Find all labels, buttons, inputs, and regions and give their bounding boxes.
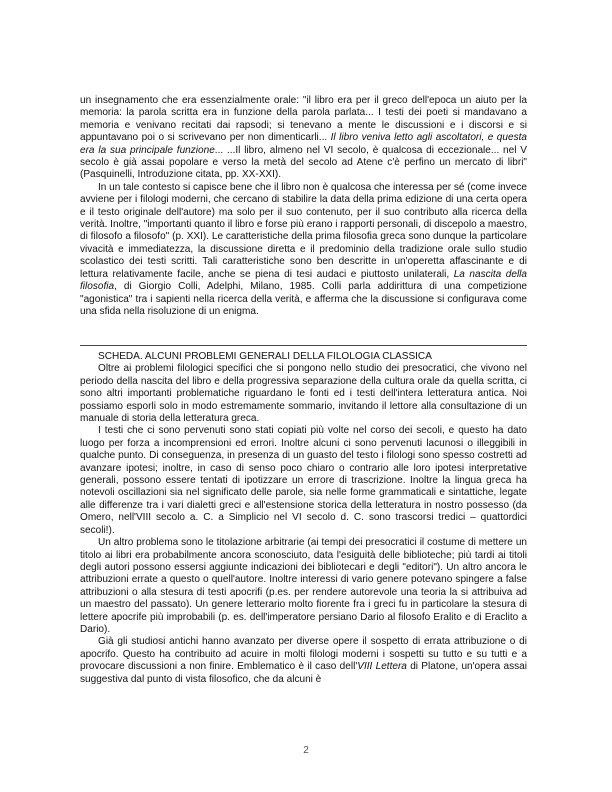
italic-text: Il libro veniva letto agli ascoltatori, e questa era la sua principale funzione bbox=[80, 132, 527, 156]
text-run: Un altro problema sono le titolazione arbitrarie (ai tempi dei presocratici il costume di mettere un titolo ai libri era probabilmente ancora sconosciuto, data l'esiguità delle biblioteche; più tardi ai titoli degli autori possono essersi aggiunte indicazioni dei bibliotecari e degli "editori"). Un altro ancora le attribuzioni errate a questo o quell'autore. Inoltre interessi di vario genere potevano spingere a false attribuzioni o alla stesura di testi apocrifi (p.es. per rendere autorevole una teoria la si attribuiva ad un maestro del passato). Un genere letterario molto fiorente fra i greci fu in particolare la stesura di lettere apocrife più improbabili (p. es. dell'imperatore persiano Dario al filosofo Eralito e di Eraclito a Dario). bbox=[80, 537, 527, 635]
text-run: Già gli studiosi antichi hanno avanzato per diverse opere il sospetto di errata attribuzione o di apocrifo. Questo ha contribuito ad acuire in molti filologi moderni i sospetti su tutto e su tutti e a provocare discussioni a non finire. Emblematico è il caso dell' bbox=[80, 636, 527, 673]
text-run: un insegnamento che era essenzialmente orale: "il libro era per il greco dell'epoca un aiuto per la memoria: la parola scritta era in funzione della parola parlata... I testi dei poeti si mandavano a memoria e venivano recitati dai rapsodi; si tenevano a mente le discussioni e i discorsi e si appuntavano poi o si scrivevano per non dimenticarli... bbox=[80, 95, 527, 144]
paragraph bbox=[80, 95, 527, 182]
paragraph bbox=[80, 363, 527, 425]
paragraph bbox=[80, 537, 527, 636]
paragraph bbox=[80, 182, 527, 318]
text-run: , di Giorgio Colli, Adelphi, Milano, 1985. Colli parla addirittura di una competizione "agonistica" tra i sapienti nella ricerca della verità, e afferma che la discussione si configurava come una sfida nella risoluzione di un enigma. bbox=[80, 281, 527, 317]
text-run: Oltre ai problemi filologici specifici che si pongono nello studio dei presocratici, che vivono nel periodo della nascita del libro e della progressiva separazione della cultura orale da quella scritta, ci sono altri importanti problematiche riguardano le fonti ed i testi dell'intera letteratura antica. Noi possiamo esporli solo in modo estremamente sommario, invitando il lettore alla consultazione di un manuale di storia della letteratura greca. bbox=[80, 363, 527, 425]
page-number: 2 bbox=[303, 745, 309, 756]
text-run: di Platone, un'opera assai suggestiva dal punto di vista filosofico, che da alcuni è bbox=[80, 661, 527, 685]
body-text-top bbox=[80, 95, 527, 318]
text-run: I testi che ci sono pervenuti sono stati copiati più volte nel corso dei secoli, e questo ha dato luogo per forza a incomprensioni ed errori. Inoltre alcuni ci sono pervenuti lacunosi o illeggibili in qualche punto. Di conseguenza, in presenza di un guasto del testo i filologi sono spesso costretti ad avanzare ipotesi; inoltre, in caso di senso poco chiaro o contrario alle loro ipotesi interpretative generali, possono essere tentati di ipotizzare un errore di trascrizione. Inoltre la lingua greca ha notevoli oscillazioni sia nel significato delle parole, sia nelle forme grammaticali e sintattiche, legate alle differenze tra i vari dialetti greci e all'estensione storica della letteratura in nostro possesso (da Omero, nell'VIII secolo a. C. a Simplicio nel VI secolo d. C. sono trascorsi tredici – quattordici secoli!). bbox=[80, 425, 527, 536]
italic-text: VIII Lettera bbox=[357, 661, 407, 673]
section-divider bbox=[80, 345, 527, 346]
section-heading: SCHEDA. ALCUNI PROBLEMI GENERALI DELLA FILOLOGIA CLASSICA bbox=[98, 351, 432, 362]
italic-text: La nascita della filosofia bbox=[80, 268, 527, 293]
text-run: ... ...Il libro, almeno nel VI secolo, è qualcosa di eccezionale... nel V secolo è già assai popolare e verso la metà del secolo ad Atene c'è perfino un mercato di libri" (Pasquinelli, Introduzione citata, pp. XX-XXI). bbox=[80, 144, 527, 181]
body-text-scheda bbox=[80, 351, 527, 686]
text-run: In un tale contesto si capisce bene che il libro non è qualcosa che interessa per sé (come invece avviene per i filologi moderni, che cercano di stabilire la data della prima edizione di una certa opera e il testo originale dell'autore) ma solo per il suo contenuto, per il suo contributo alla ricerca della verità. Inoltre, "importanti quanto il libro e forse più erano i rapporti personali, di discepolo a maestro, di filosofo a filosofo" (p. XXI). Le caratteristiche della prima filosofia greca sono dunque la particolare vivacità e immediatezza, la discussione diretta e il predominio della tradizione orale sullo studio scolastico dei testi scritti. Tali caratteristiche sono ben descritte in un'operetta affascinante e di lettura relativamente facile, anche se piena di tesi audaci e piuttosto unilaterali, bbox=[80, 181, 527, 280]
paragraph bbox=[80, 425, 527, 537]
paragraph bbox=[80, 636, 527, 686]
